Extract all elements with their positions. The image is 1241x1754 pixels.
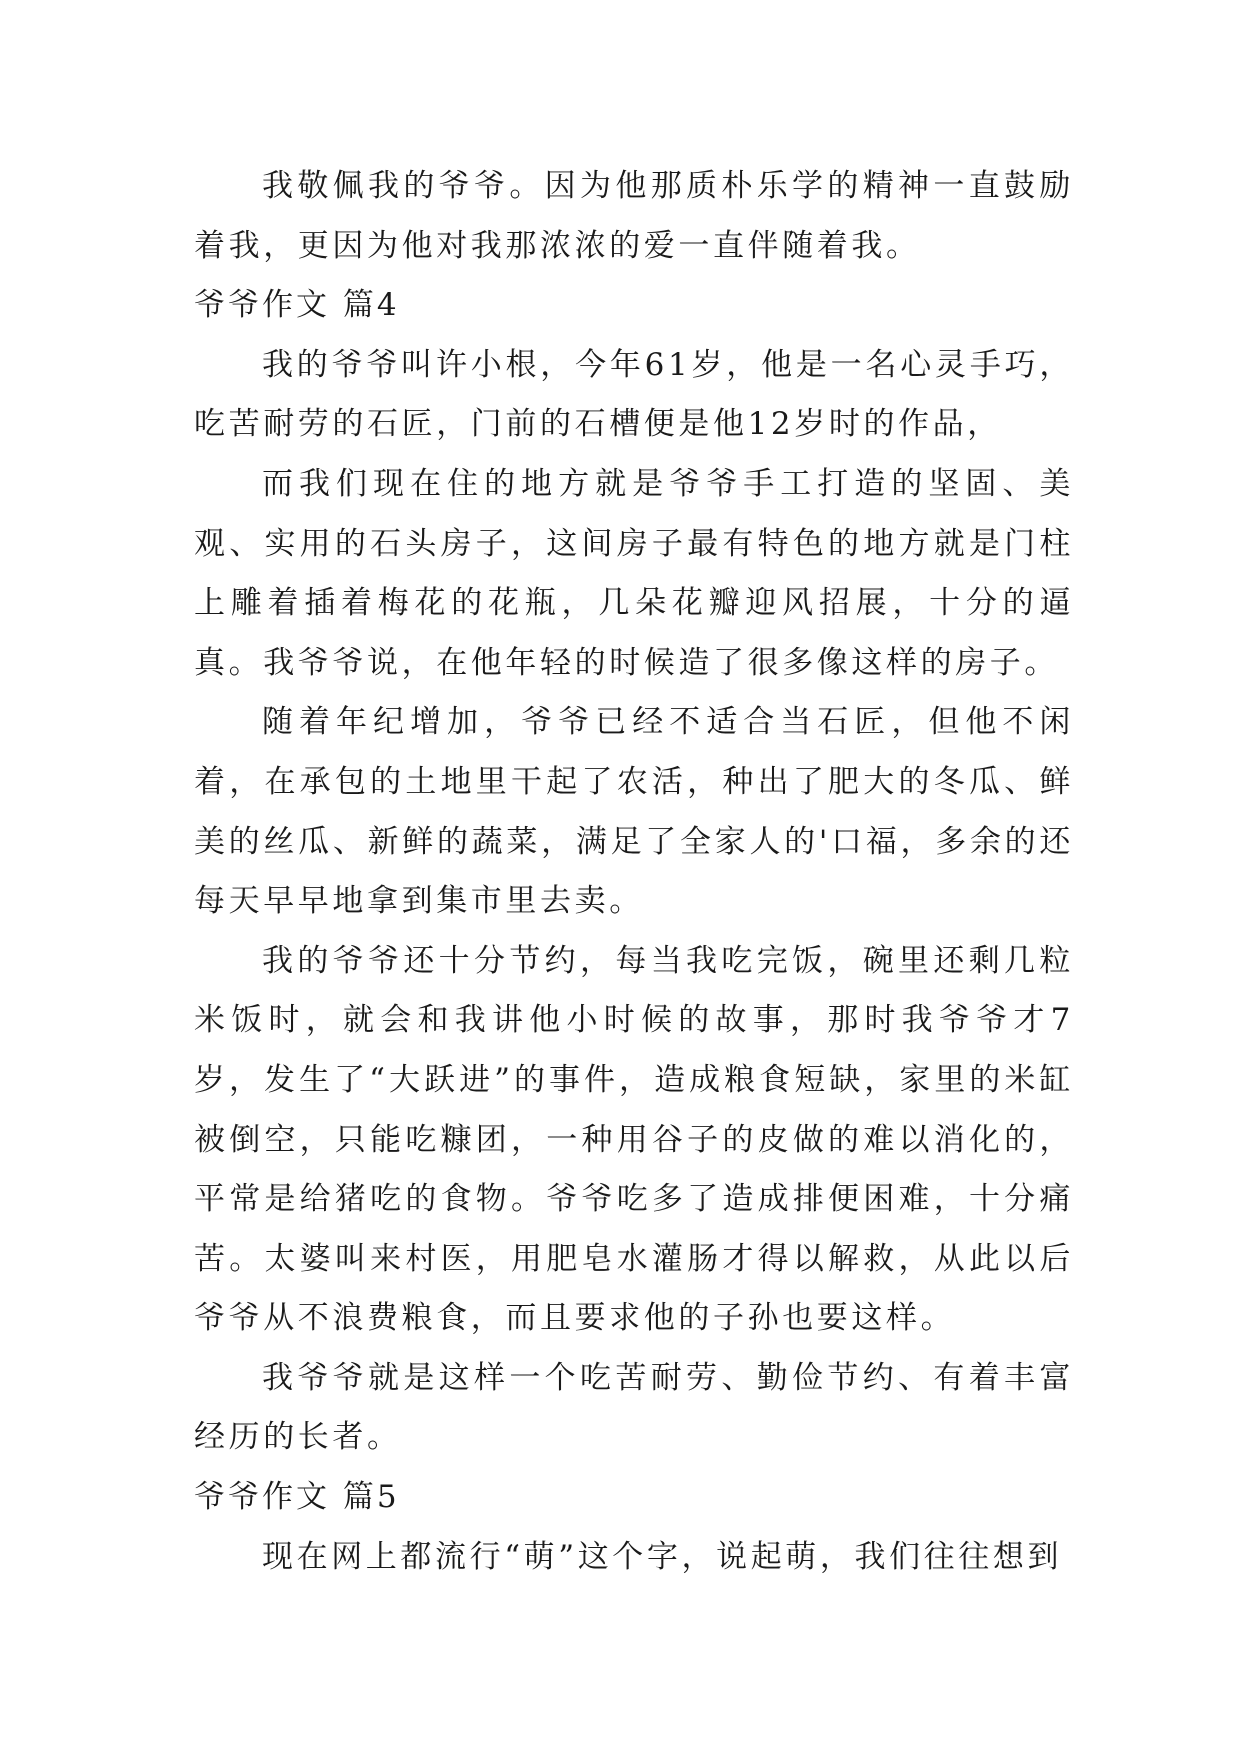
document-body [194,157,1074,1587]
section-heading: 爷爷作文 篇5 [194,1479,400,1516]
paragraph: 我的爷爷叫许小根，今年61岁，他是一名心灵手巧，吃苦耐劳的石匠，门前的石槽便是他12岁时的作品， [194,346,1074,443]
paragraph: 随着年纪增加，爷爷已经不适合当石匠，但他不闲着，在承包的土地里干起了农活，种出了肥大的冬瓜、鲜美的丝瓜、新鲜的蔬菜，满足了全家人的'口福，多余的还每天早早地拿到集市里去卖。 [194,704,1074,920]
paragraph: 我爷爷就是这样一个吃苦耐劳、勤俭节约、有着丰富经历的长者。 [194,1359,1074,1456]
section-heading: 爷爷作文 篇4 [194,287,400,324]
paragraph: 我的爷爷还十分节约，每当我吃完饭，碗里还剩几粒米饭时，就会和我讲他小时候的故事，那时我爷爷才7岁，发生了“大跃进”的事件，造成粮食短缺，家里的米缸被倒空，只能吃糠团，一种用谷子的皮做的难以消化的，平常是给猪吃的食物。爷爷吃多了造成排便困难，十分痛苦。太婆叫来村医，用肥皂水灌肠才得以解救，从此以后爷爷从不浪费粮食，而且要求他的子孙也要这样。 [194,942,1074,1337]
paragraph: 我敬佩我的爷爷。因为他那质朴乐学的精神一直鼓励着我，更因为他对我那浓浓的爱一直伴随着我。 [194,168,1074,264]
paragraph: 而我们现在住的地方就是爷爷手工打造的坚固、美观、实用的石头房子，这间房子最有特色的地方就是门柱上雕着插着梅花的花瓶，几朵花瓣迎风招展，十分的逼真。我爷爷说，在他年轻的时候造了很多像这样的房子。 [194,465,1074,681]
paragraph: 现在网上都流行“萌”这个字，说起萌，我们往往想到 [262,1538,1063,1575]
